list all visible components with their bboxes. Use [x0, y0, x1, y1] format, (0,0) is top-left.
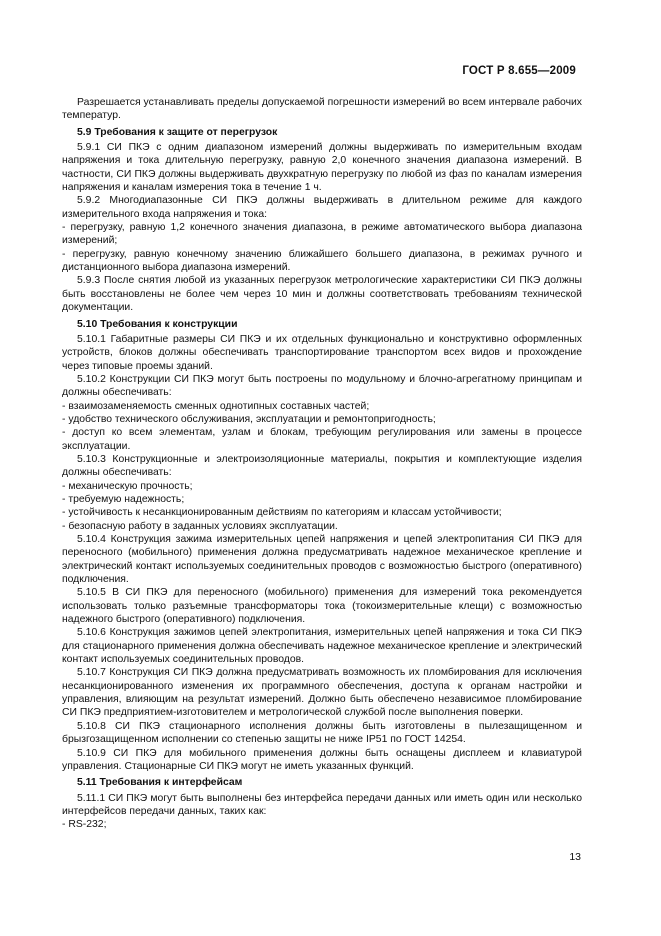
page-number: 13: [569, 851, 581, 863]
list-item-5-10-3-b: - требуемую надежность;: [62, 493, 185, 505]
list-item-5-10-2-b: - удобство технического обслуживания, эксплуатации и ремонтопригодность;: [62, 413, 436, 425]
standard-header: ГОСТ Р 8.655—2009: [462, 65, 576, 77]
list-item-5-9-2-b: - перегрузку, равную конечному значению ближайшего большего диапазона, в режимах ручного и дистанционного выбора диапазона измерений.: [62, 248, 582, 274]
paragraph-5-10-6: 5.10.6 Конструкция зажимов цепей электропитания, измерительных цепей напряжения и тока СИ ПКЭ для стационарного применения должна обеспечивать надежное механическое крепление и электрический контакт используемых соединительных проводов.: [62, 627, 582, 666]
paragraph-5-9-1: 5.9.1 СИ ПКЭ с одним диапазоном измерений должны выдерживать по измерительным входам напряжения и тока длительную перегрузку, равную 2,0 конечного значения диапазона измерений. В частности, СИ ПКЭ должны выдерживать двухкратную перегрузку по любой из фаз по каналам измерения напряжения и каналам измерения тока в течение 1 ч.: [62, 142, 582, 194]
section-heading-5-11: 5.11 Требования к интерфейсам: [77, 777, 243, 789]
paragraph-5-10-8: 5.10.8 СИ ПКЭ стационарного исполнения должны быть изготовлены в пылезащищенном и брызгозащищенном исполнении со степенью защиты не ниже IP51 по ГОСТ 14254.: [62, 720, 582, 746]
paragraph-5-11-1: 5.11.1 СИ ПКЭ могут быть выполнены без интерфейса передачи данных или иметь один или несколько интерфейсов передачи данных, таких как:: [62, 792, 582, 817]
list-item-5-10-3-d: - безопасную работу в заданных условиях эксплуатации.: [62, 520, 338, 532]
list-item-5-11-1-a: - RS-232;: [62, 819, 107, 831]
paragraph-5-10-7: 5.10.7 Конструкция СИ ПКЭ должна предусматривать возможность их пломбирования для исключения несанкционированного изменения их программного обеспечения, доступа к органам настройки и управления, влияющим на результат измерений. Должно быть обеспечено независимое пломбирование СИ ПКЭ предприятием-изготовителем и метрологической службой после выполнения поверки.: [62, 667, 582, 719]
list-item-5-10-2-c: - доступ ко всем элементам, узлам и блокам, требующим регулирования или замены в процессе эксплуатации.: [62, 427, 582, 452]
list-item-5-10-3-a: - механическую прочность;: [62, 480, 193, 492]
paragraph-5-9-3: 5.9.3 После снятия любой из указанных перегрузок метрологические характеристики СИ ПКЭ должны быть восстановлены не более чем через 10 мин и должны соответствовать требованиям технической документации.: [62, 275, 582, 314]
section-heading-5-10: 5.10 Требования к конструкции: [77, 318, 238, 330]
paragraph-5-10-3: 5.10.3 Конструкционные и электроизоляционные материалы, покрытия и комплектующие изделия должны обеспечивать:: [62, 453, 582, 479]
paragraph-5-9-2: 5.9.2 Многодиапазонные СИ ПКЭ должны выдерживать в длительном режиме для каждого измерительного входа напряжения и тока:: [62, 195, 582, 220]
list-item-5-9-2-a: - перегрузку, равную 1,2 конечного значения диапазона, в режиме автоматического выбора диапазона измерений;: [62, 222, 582, 247]
paragraph-5-10-4: 5.10.4 Конструкция зажима измерительных цепей напряжения и цепей электропитания СИ ПКЭ для переносного (мобильного) применения должна предусматривать надежное механическое крепление и электрический контакт используемых соединительных проводов с возможностью быстрого (оперативного) подключения.: [62, 534, 582, 586]
list-item-5-10-2-a: - взаимозаменяемость сменных однотипных составных частей;: [62, 400, 370, 412]
paragraph-5-10-1: 5.10.1 Габаритные размеры СИ ПКЭ и их отдельных функционально и конструктивно оформленных устройств, блоков должны обеспечивать транспортирование транспортом всех видов и прохождение через типовые проемы зданий.: [62, 333, 582, 372]
paragraph-intro: Разрешается устанавливать пределы допускаемой погрешности измерений во всем интервале рабочих температур.: [62, 97, 582, 122]
list-item-5-10-3-c: - устойчивость к несанкционированным действиям по категориям и классам устойчивости;: [62, 507, 502, 519]
paragraph-5-10-2: 5.10.2 Конструкции СИ ПКЭ могут быть построены по модульному и блочно-агрегатному принципам и должны обеспечивать:: [62, 373, 582, 399]
document-body: [62, 96, 582, 832]
paragraph-5-10-5: 5.10.5 В СИ ПКЭ для переносного (мобильного) применения для измерений тока рекомендуется использовать только разъемные трансформаторы тока (токоизмерительные клещи) с возможностью надежного быстрого (оперативного) подключения.: [62, 587, 582, 626]
section-heading-5-9: 5.9 Требования к защите от перегрузок: [77, 126, 278, 138]
paragraph-5-10-9: 5.10.9 СИ ПКЭ для мобильного применения должны быть оснащены дисплеем и клавиатурой управления. Стационарные СИ ПКЭ могут не иметь указанных функций.: [62, 747, 582, 772]
